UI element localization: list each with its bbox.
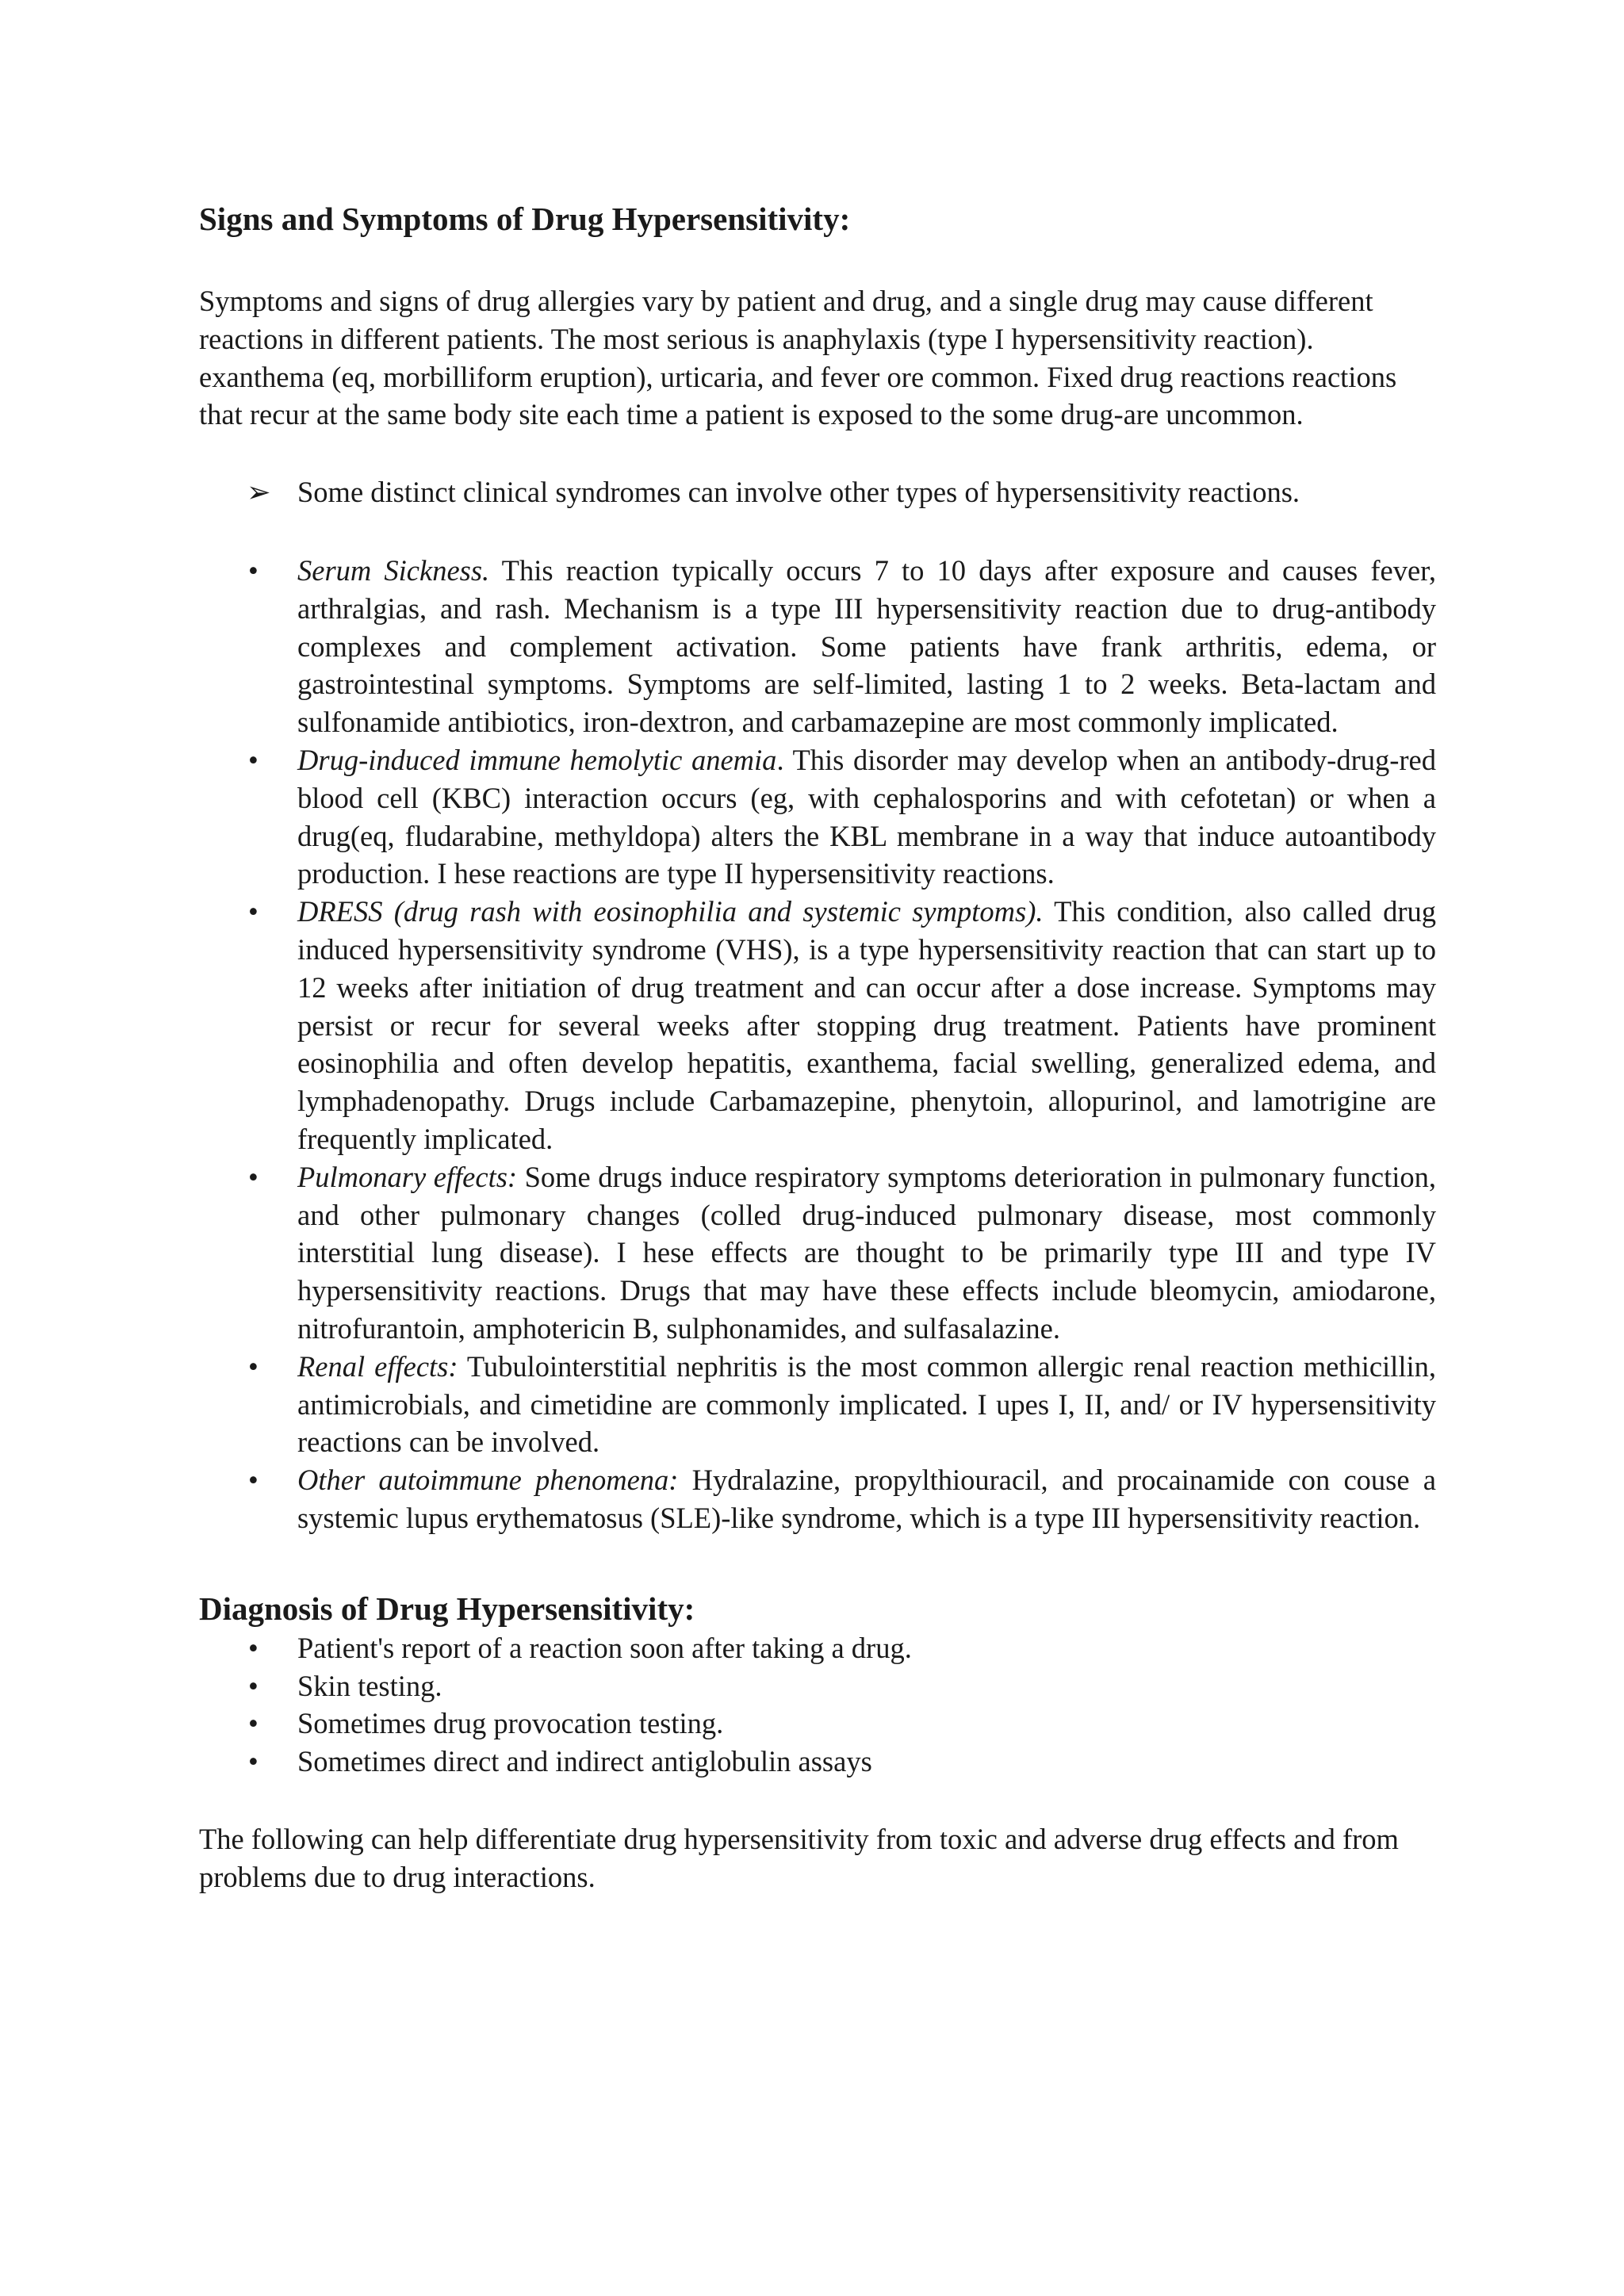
syndrome-term: Renal effects: (297, 1349, 458, 1383)
bullet-icon: • (248, 1745, 259, 1778)
bullet-icon: • (248, 1631, 259, 1664)
list-item-autoimmune-phenomena (199, 1461, 1436, 1537)
list-item (199, 1743, 1436, 1781)
arrow-bullet-icon: ➢ (247, 476, 271, 509)
syndrome-description: Some drugs induce respiratory symptoms deterioration in pulmonary function, and other pulmonary changes (colled drug-induced pulmonary disease, most commonly interstitial lung disease). I hese effects are thought to be primarily type III and type IV hypersensitivity reactions. Drugs that may have these effects include bleomycin, amiodarone, nitrofurantoin, amphotericin B, sulphonamides, and sulfasalazine. (297, 1160, 1436, 1345)
bullet-icon: • (248, 1669, 259, 1702)
syndrome-description: This reaction typically occurs 7 to 10 days after exposure and causes fever, arthralgias, and rash. Mechanism is a type III hypersensitivity reaction due to drug-antibody complexes and complement activation. Some patients have frank arthritis, edema, or gastrointestinal symptoms. Symptoms are self-limited, lasting 1 to 2 weeks. Beta-lactam and sulfonamide antibiotics, iron-dextron, and carbamazepine are most commonly implicated. (297, 553, 1436, 739)
syndrome-term: Other autoimmune phenomena: (297, 1464, 679, 1497)
diagnosis-list (199, 1629, 1436, 1781)
bullet-icon: • (248, 1707, 259, 1740)
bullet-icon: • (248, 1349, 259, 1383)
syndrome-description: . This disorder may develop when an antibody-drug-red blood cell (KBC) interaction occurs (eg, with cephalosporins and with cefotetan) or when a drug(eq, fludarabine, methyldopa) alters the KBL membrane in a way that induce autoantibody production. I hese reactions are type II hypersensitivity reactions. (297, 743, 1436, 890)
syndrome-description: Tubulointerstitial nephritis is the most common allergic renal reaction methicillin, antimicrobials, and cimetidine are commonly implicated. I upes I, II, and/ or IV hypersensitivity reactions can be involved. (297, 1349, 1436, 1459)
diagnosis-item-text: Skin testing. (297, 1669, 442, 1702)
intro-paragraph: Symptoms and signs of drug allergies vary by patient and drug, and a single drug may cause different reactions in different patients. The most serious is anaphylaxis (type I hypersensitivity reaction). exanthema (eq, morbilliform eruption), urticaria, and fever ore common. Fixed drug reactions reactions that recur at the same body site each time a patient is exposed to the some drug-are uncommon. (199, 285, 1397, 431)
document-page (199, 197, 1436, 1896)
syndrome-term: Serum Sickness. (297, 553, 490, 587)
arrow-item-text: Some distinct clinical syndromes can involve other types of hypersensitivity reactions. (297, 476, 1300, 509)
syndrome-term: DRESS (drug rash with eosinophilia and systemic symptoms). (297, 895, 1044, 928)
diagnosis-item-text: Sometimes drug provocation testing. (297, 1707, 724, 1740)
list-item-serum-sickness (199, 552, 1436, 741)
syndrome-description: This condition, also called drug induced hypersensitivity syndrome (VHS), is a type hypersensitivity reaction that can start up to 12 weeks after initiation of drug treatment and can occur after a dose increase. Symptoms may persist or recur for several weeks after stopping drug treatment. Patients have prominent eosinophilia and often develop hepatitis, exanthema, facial swelling, generalized edema, and lymphadenopathy. Drugs include Carbamazepine, phenytoin, allopurinol, and lamotrigine are frequently implicated. (297, 895, 1436, 1155)
arrow-list-item (199, 473, 1436, 511)
list-item-pulmonary-effects (199, 1158, 1436, 1348)
bullet-icon: • (248, 553, 259, 587)
closing-paragraph: The following can help differentiate drug hypersensitivity from toxic and adverse drug effects and from problems due to drug interactions. (199, 1822, 1399, 1893)
list-item (199, 1667, 1436, 1705)
list-item (199, 1705, 1436, 1743)
list-item-dress (199, 893, 1436, 1158)
syndrome-term: Drug-induced immune hemolytic anemia (297, 743, 777, 776)
syndrome-term: Pulmonary effects: (297, 1160, 518, 1193)
list-item-hemolytic-anemia (199, 741, 1436, 893)
bullet-icon: • (248, 1464, 259, 1497)
diagnosis-item-text: Sometimes direct and indirect antiglobulin assays (297, 1745, 872, 1778)
section-title-signs-symptoms: Signs and Symptoms of Drug Hypersensitivity: (199, 201, 851, 237)
bullet-icon: • (248, 743, 259, 776)
syndrome-description: Hydralazine, propylthiouracil, and procainamide con couse a systemic lupus erythematosus (SLE)-like syndrome, which is a type III hypersensitivity reaction. (297, 1464, 1436, 1534)
bullet-icon: • (248, 1160, 259, 1193)
section-title-diagnosis: Diagnosis of Drug Hypersensitivity: (199, 1590, 695, 1627)
diagnosis-item-text: Patient's report of a reaction soon after taking a drug. (297, 1631, 912, 1664)
list-item-renal-effects (199, 1348, 1436, 1461)
list-item (199, 1629, 1436, 1667)
bullet-icon: • (248, 895, 259, 928)
syndrome-list (199, 552, 1436, 1537)
